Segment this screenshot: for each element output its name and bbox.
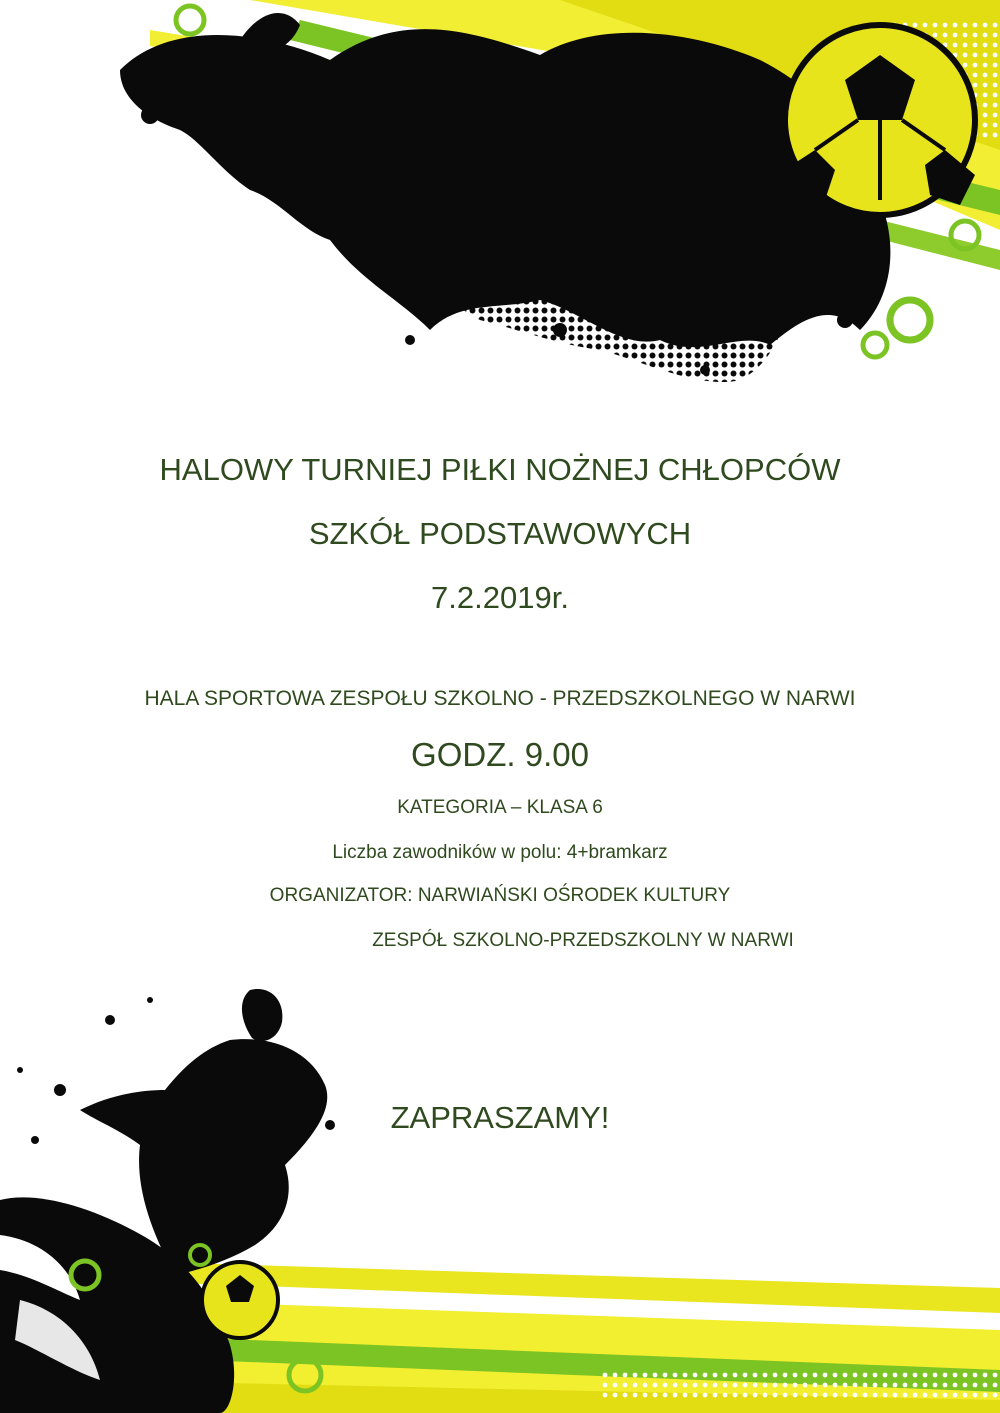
title-line-2: SZKÓŁ PODSTAWOWYCH — [308, 516, 692, 551]
invitation: ZAPRASZAMY! — [390, 1100, 610, 1135]
category: KATEGORIA – KLASA 6 — [397, 797, 603, 818]
organizer-line-1: ORGANIZATOR: NARWIAŃSKI OŚRODEK KULTURY — [269, 885, 731, 906]
venue: HALA SPORTOWA ZESPOŁU SZKOLNO - PRZEDSZKOLNEGO W NARWI — [144, 687, 856, 710]
event-date: 7.2.2019r. — [431, 580, 569, 615]
bottom-football-icon — [202, 1262, 278, 1338]
top-ink-splash — [120, 13, 890, 382]
organizer-line-2: ZESPÓŁ SZKOLNO-PRZEDSZKOLNY W NARWI — [372, 930, 794, 951]
football-icon — [785, 25, 975, 215]
player-count: Liczba zawodników w polu: 4+bramkarz — [332, 842, 668, 863]
title-line-1: HALOWY TURNIEJ PIŁKI NOŻNEJ CHŁOPCÓW — [159, 452, 841, 487]
start-time: GODZ. 9.00 — [411, 736, 589, 773]
